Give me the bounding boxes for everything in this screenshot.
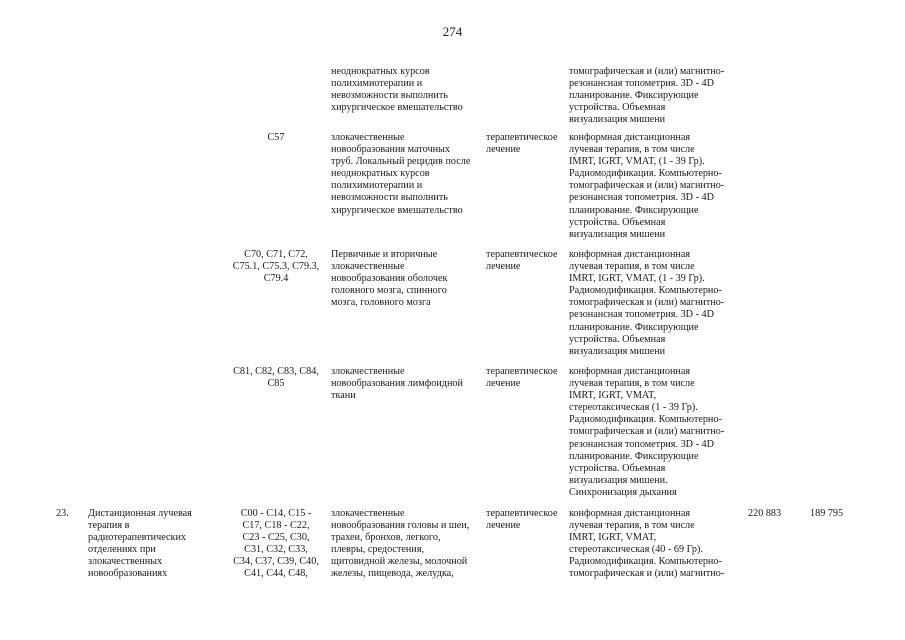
treatment-method-line: устройства. Объемная — [569, 462, 666, 474]
icd-codes-line: С81, С82, С83, С84, — [233, 366, 319, 377]
treatment-method-line: Радиомодификация. Компьютерно- — [569, 556, 722, 568]
patient-model-line: злокачественные — [331, 132, 405, 143]
patient-model-line: новообразования оболочек — [331, 273, 448, 285]
treatment-type — [486, 249, 557, 273]
icd-codes-line: С70, С71, С72, — [244, 249, 308, 260]
treatment-method-line: конформная дистанционная — [569, 132, 691, 143]
treatment-type — [486, 366, 557, 390]
patient-model-line: неоднократных курсов — [331, 168, 430, 180]
patient-model-line: трахеи, бронхов, легкого, — [331, 532, 441, 544]
treatment-type — [486, 132, 557, 156]
icd-codes-line: С17, С18 - С22, — [242, 520, 310, 532]
patient-model-line: Первичные и вторичные — [331, 249, 438, 260]
icd-codes-line: С79.4 — [263, 273, 289, 285]
patient-model-line: новообразования лимфоидной — [331, 378, 463, 390]
treatment-method-line: томографическая и (или) магнитно- — [569, 426, 725, 438]
treatment-method-line: томографическая и (или) магнитно- — [569, 297, 725, 309]
patient-model — [331, 249, 447, 309]
patient-model-line: ткани — [331, 390, 356, 402]
icd-codes-line: С00 - С14, С15 - — [240, 508, 312, 519]
care-type-name-line: Дистанционная лучевая — [88, 508, 192, 519]
treatment-method-line: томографическая и (или) магнитно- — [569, 180, 725, 192]
treatment-method-line: Радиомодификация. Компьютерно- — [569, 414, 722, 426]
row-number-line: 23. — [56, 508, 69, 519]
treatment-method — [569, 66, 724, 126]
treatment-method-line: стереотаксическая (1 - 39 Гр). — [569, 402, 698, 414]
icd-codes-line: С75.1, С75.3, С79.3, — [232, 261, 320, 273]
patient-model-line: труб. Локальный рецидив после — [331, 156, 471, 168]
treatment-method-line: лучевая терапия, в том числе — [569, 520, 695, 532]
patient-model-line: невозможности выполнить — [331, 90, 448, 102]
treatment-type-line: лечение — [486, 378, 521, 390]
patient-model-line: злокачественные — [331, 261, 405, 273]
page-number: 274 — [442, 24, 463, 39]
treatment-method-line: томографическая и (или) магнитно- — [569, 66, 725, 77]
icd-codes-line: С34, С37, С39, С40, — [233, 556, 319, 568]
treatment-method-line: устройства. Объемная — [569, 102, 666, 114]
treatment-method — [569, 366, 724, 499]
treatment-type-line: терапевтическое — [486, 508, 558, 519]
treatment-type-line: лечение — [486, 520, 521, 532]
treatment-method-line: IMRT, IGRT, VMAT, (1 - 39 Гр). — [569, 273, 705, 285]
icd-codes-line: С41, С44, С48, — [244, 568, 308, 580]
treatment-method-line: планирование. Фиксирующие — [569, 204, 699, 216]
icd-codes-line: С85 — [267, 378, 285, 390]
treatment-method-line: конформная дистанционная — [569, 249, 691, 260]
treatment-method-line: Радиомодификация. Компьютерно- — [569, 285, 722, 297]
care-type-name-line: злокачественных — [88, 556, 163, 568]
patient-model-line: невозможности выполнить — [331, 192, 448, 204]
care-type-name-line: радиотерапевтических — [88, 532, 187, 544]
icd-codes — [226, 249, 326, 285]
patient-model-line: злокачественные — [331, 508, 405, 519]
care-type-name-line: отделениях при — [88, 544, 156, 556]
treatment-type-line: терапевтическое — [486, 132, 558, 143]
icd-codes-line: С31, С32, С33, — [244, 544, 308, 556]
treatment-type-line: лечение — [486, 261, 521, 273]
patient-model-line: головного мозга, спинного — [331, 285, 447, 297]
treatment-method-line: планирование. Фиксирующие — [569, 450, 699, 462]
icd-codes — [226, 132, 326, 144]
treatment-method-line: стереотаксическая (40 - 69 Гр). — [569, 544, 703, 556]
care-type-name — [88, 508, 192, 581]
treatment-method-line: визуализация мишени — [569, 114, 666, 126]
treatment-method-line: лучевая терапия, в том числе — [569, 144, 695, 156]
treatment-type-line: терапевтическое — [486, 366, 558, 377]
treatment-method-line: резонансная топометрия. 3D - 4D — [569, 309, 714, 321]
icd-codes-line: С57 — [267, 132, 285, 143]
patient-model-line: неоднократных курсов — [331, 66, 430, 77]
patient-model-line: железы, пищевода, желудка, — [331, 568, 454, 580]
patient-model-line: злокачественные — [331, 366, 405, 377]
patient-model-line: полихимиотерапии и — [331, 78, 423, 90]
treatment-method — [569, 132, 724, 241]
patient-model — [331, 508, 469, 581]
treatment-method-line: конформная дистанционная — [569, 508, 691, 519]
treatment-method — [569, 249, 724, 358]
treatment-method-line: Радиомодификация. Компьютерно- — [569, 168, 722, 180]
treatment-type-line: терапевтическое — [486, 249, 558, 260]
treatment-method-line: IMRT, IGRT, VMAT, — [569, 390, 657, 402]
patient-model-line: новообразования головы и шеи, — [331, 520, 470, 532]
patient-model — [331, 366, 463, 402]
standard-cost-line: 220 883 — [748, 508, 782, 519]
reduced-cost — [810, 508, 843, 520]
icd-codes-line: С23 - С25, С30, — [242, 532, 310, 544]
treatment-method-line: резонансная топометрия. 3D - 4D — [569, 192, 714, 204]
patient-model-line: полихимиотерапии и — [331, 180, 423, 192]
treatment-method-line: устройства. Объемная — [569, 333, 666, 345]
reduced-cost-line: 189 795 — [810, 508, 844, 519]
care-type-name-line: терапия в — [88, 520, 130, 532]
patient-model-line: хирургическое вмешательство — [331, 204, 463, 216]
treatment-method-line: резонансная топометрия. 3D - 4D — [569, 438, 714, 450]
patient-model — [331, 132, 470, 217]
patient-model-line: хирургическое вмешательство — [331, 102, 463, 114]
patient-model-line: плевры, средостения, — [331, 544, 425, 556]
treatment-method-line: Синхронизация дыхания — [569, 486, 677, 498]
icd-codes — [226, 366, 326, 390]
treatment-method-line: визуализация мишени. — [569, 474, 668, 486]
patient-model-line: новообразования маточных — [331, 144, 450, 156]
care-type-name-line: новообразованиях — [88, 568, 168, 580]
treatment-method-line: резонансная топометрия. 3D - 4D — [569, 78, 714, 90]
treatment-method-line: томографическая и (или) магнитно- — [569, 568, 725, 580]
treatment-method-line: устройства. Объемная — [569, 216, 666, 228]
treatment-method-line: визуализация мишени — [569, 228, 666, 240]
treatment-method-line: планирование. Фиксирующие — [569, 321, 699, 333]
treatment-method-line: лучевая терапия, в том числе — [569, 378, 695, 390]
patient-model-line: мозга, головного мозга — [331, 297, 431, 309]
treatment-method-line: визуализация мишени — [569, 345, 666, 357]
treatment-method-line: IMRT, IGRT, VMAT, — [569, 532, 657, 544]
treatment-method — [569, 508, 724, 581]
treatment-type — [486, 508, 557, 532]
icd-codes — [226, 508, 326, 581]
standard-cost — [748, 508, 781, 520]
treatment-method-line: планирование. Фиксирующие — [569, 90, 699, 102]
row-number — [56, 508, 69, 520]
treatment-method-line: IMRT, IGRT, VMAT, (1 - 39 Гр). — [569, 156, 705, 168]
patient-model — [331, 66, 463, 114]
patient-model-line: щитовидной железы, молочной — [331, 556, 468, 568]
treatment-method-line: конформная дистанционная — [569, 366, 691, 377]
treatment-method-line: лучевая терапия, в том числе — [569, 261, 695, 273]
treatment-type-line: лечение — [486, 144, 521, 156]
